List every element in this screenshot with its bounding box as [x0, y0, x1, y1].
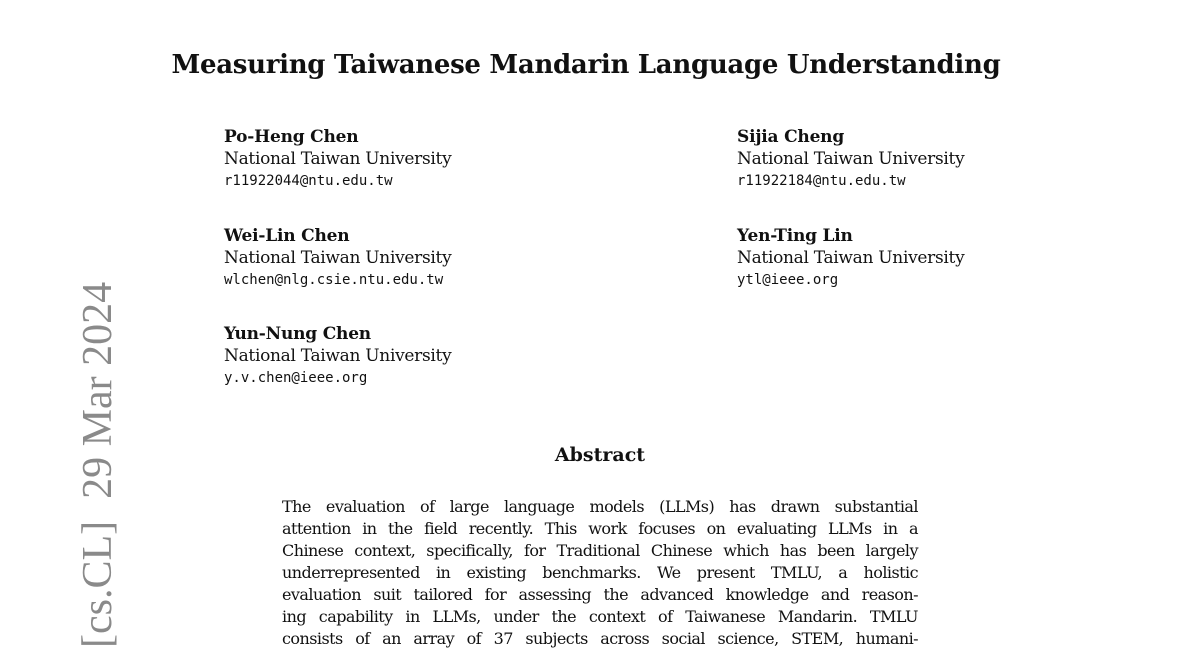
author-email: ytl@ieee.org: [737, 272, 839, 288]
author-affiliation: National Taiwan University: [737, 248, 965, 268]
author-name: Wei-Lin Chen: [224, 226, 350, 246]
author-email: r11922044@ntu.edu.tw: [224, 173, 393, 189]
abstract-line: ing capability in LLMs, under the context of Taiwanese Mandarin. TMLU: [282, 607, 918, 626]
author-email: wlchen@nlg.csie.ntu.edu.tw: [224, 272, 444, 288]
arxiv-stamp: [26, 281, 121, 648]
author-name: Sijia Cheng: [737, 127, 845, 147]
abstract-line: Chinese context, specifically, for Traditional Chinese which has been largely: [282, 541, 918, 560]
author-block: [737, 126, 964, 191]
abstract-line: The evaluation of large language models (LLMs) has drawn substantial: [282, 497, 918, 516]
author-block: [224, 225, 451, 290]
arxiv-category: [cs.CL]: [75, 520, 121, 648]
author-affiliation: National Taiwan University: [224, 149, 452, 169]
author-name: Yen-Ting Lin: [737, 226, 853, 246]
arxiv-date: 29 Mar 2024: [75, 281, 121, 499]
author-email: r11922184@ntu.edu.tw: [737, 173, 906, 189]
author-block: [224, 323, 451, 388]
author-block: [224, 126, 451, 191]
abstract-heading: Abstract: [554, 444, 646, 466]
author-name: Po-Heng Chen: [224, 127, 359, 147]
abstract-line: underrepresented in existing benchmarks. We present TMLU, a holistic: [282, 563, 918, 582]
abstract-line: consists of an array of 37 subjects across social science, STEM, humani-: [282, 629, 918, 648]
abstract-line: evaluation suit tailored for assessing the advanced knowledge and reason-: [282, 585, 918, 604]
author-email: y.v.chen@ieee.org: [224, 370, 368, 386]
paper-title: Measuring Taiwanese Mandarin Language Understanding: [171, 50, 1001, 80]
abstract-line: attention in the field recently. This work focuses on evaluating LLMs in a: [282, 519, 918, 538]
author-affiliation: National Taiwan University: [224, 248, 452, 268]
author-affiliation: National Taiwan University: [224, 346, 452, 366]
abstract-body: [282, 496, 918, 650]
author-affiliation: National Taiwan University: [737, 149, 965, 169]
author-name: Yun-Nung Chen: [224, 324, 371, 344]
author-block: [737, 225, 964, 290]
